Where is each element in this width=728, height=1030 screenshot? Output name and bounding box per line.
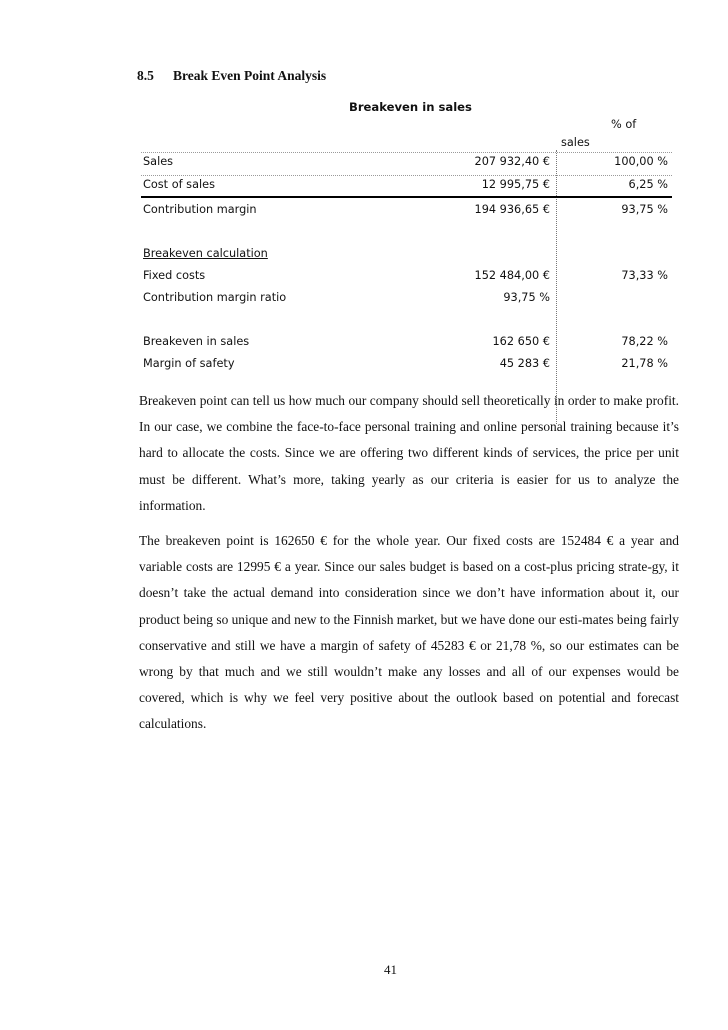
row-amount: 207 932,40 € <box>474 155 550 168</box>
row-percent: 73,33 % <box>621 269 668 282</box>
row-amount: 12 995,75 € <box>481 178 550 191</box>
paragraph-2 <box>139 528 679 738</box>
table-row-fixed-costs <box>141 267 672 287</box>
row-label: Breakeven calculation <box>143 247 268 260</box>
pct-header-line1: % of <box>611 118 637 131</box>
paragraph-text: Breakeven point can tell us how much our company should sell theoretically in order to make profit. In our case, we combine the face-to-face personal training and online personal training because it’s hard to allocate the costs. Since we are offering two different kinds of services, the price per unit must be different. What’s more, taking yearly as our criteria is easier for us to analyze the information. <box>139 393 679 513</box>
table-title: Breakeven in sales <box>349 100 472 114</box>
section-heading <box>137 68 326 84</box>
table-row-cm-ratio <box>141 289 672 309</box>
row-label: Sales <box>143 155 174 168</box>
row-amount: 194 936,65 € <box>474 203 550 216</box>
row-percent: 78,22 % <box>621 335 668 348</box>
row-label: Breakeven in sales <box>143 335 250 348</box>
section-title: Break Even Point Analysis <box>173 68 327 83</box>
row-percent: 93,75 % <box>621 203 668 216</box>
row-amount: 93,75 % <box>503 291 550 304</box>
pct-header-line2: sales <box>561 136 590 149</box>
row-percent: 100,00 % <box>614 155 668 168</box>
table-row-breakeven-calculation <box>141 245 672 265</box>
row-percent: 6,25 % <box>628 178 668 191</box>
table-row-cost-of-sales <box>141 175 672 198</box>
paragraph-1 <box>139 388 679 519</box>
table-row-sales <box>141 152 672 173</box>
table-row-contribution-margin <box>141 201 672 221</box>
row-label: Cost of sales <box>143 178 215 191</box>
table-row-margin-of-safety <box>141 355 672 375</box>
paragraph-text: The breakeven point is 162650 € for the whole year. Our fixed costs are 152484 € a year and variable costs are 12995 € a year. Since our sales budget is based on a cost-plus pricing strate-gy, it doesn’t take the actual demand into consideration since we don’t have information about it, our product being so unique and new to the Finnish market, but we have done our esti-mates being fairly conservative and still we have a margin of safety of 45283 € or 21,78 %, so our estimates can be wrong by that much and we still wouldn’t make any losses and all of our expenses would be covered, which is why we feel very positive about the outlook based on potential and forecast calculations. <box>139 533 679 732</box>
row-percent: 21,78 % <box>621 357 668 370</box>
row-label: Contribution margin ratio <box>143 291 287 304</box>
row-amount: 45 283 € <box>499 357 550 370</box>
row-label: Fixed costs <box>143 269 206 282</box>
table-row-breakeven-sales <box>141 333 672 353</box>
row-label: Margin of safety <box>143 357 235 370</box>
row-amount: 152 484,00 € <box>474 269 550 282</box>
page-number: 41 <box>384 962 397 977</box>
section-number: 8.5 <box>137 68 154 83</box>
row-amount: 162 650 € <box>492 335 550 348</box>
row-label: Contribution margin <box>143 203 257 216</box>
